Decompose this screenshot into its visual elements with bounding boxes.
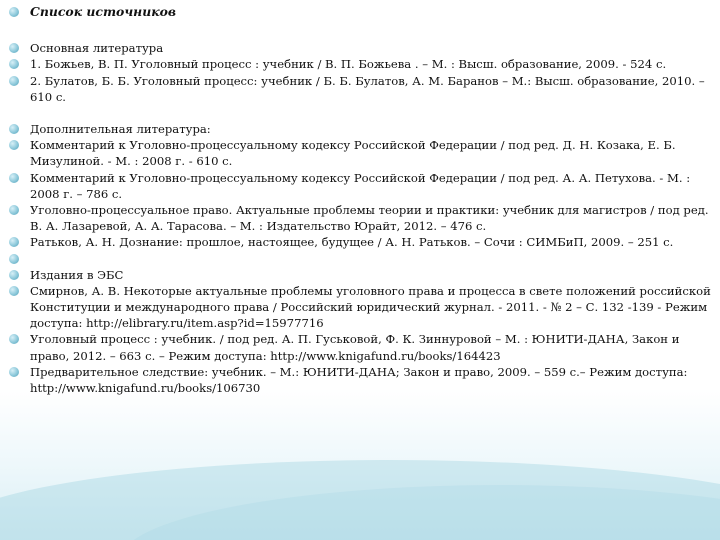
list-item [8,364,712,396]
list-item [8,170,712,202]
bullet-icon [9,237,19,247]
title-text: Список источников [30,4,177,19]
bullet-icon [9,367,19,377]
bullet-icon [9,254,19,264]
bullet-icon [9,286,19,296]
section-header-ebs [8,267,712,283]
sources-list [8,0,712,396]
list-item-text: Смирнов, А. В. Некоторые актуальные проблемы уголовного права и процесса в свете положений российской Конституции и международного права / Российский юридический журнал. - 2011. - № 2 – С. 132 -139 - Режим доступа: http://elibrary.ru/item.asp?id=15977716 [30,283,711,331]
bullet-icon [9,124,19,134]
bullet-icon [9,173,19,183]
list-item [8,202,712,234]
list-item [8,331,712,363]
bullet-icon [9,140,19,150]
list-item-text: Уголовный процесс : учебник. / под ред. А. П. Гуськовой, Ф. К. Зиннуровой – М. : ЮНИТИ-ДАНА, Закон и право, 2012. – 663 с. – Режим доступа: http://www.knigafund.ru/books/164423 [30,332,680,363]
section-header-extra [8,121,712,137]
list-item-text: Комментарий к Уголовно-процессуальному кодексу Российской Федерации / под ред. Д. Н. Козака, Е. Б. Мизулиной. - М. : 2008 г. - 610 с. [30,138,676,169]
list-item [8,137,712,169]
list-item-text: Ратьков, А. Н. Дознание: прошлое, настоящее, будущее / А. Н. Ратьков. – Сочи : СИМБиП, 2009. – 251 с. [30,235,674,250]
list-item-text: Предварительное следствие: учебник. – М.: ЮНИТИ-ДАНА; Закон и право, 2009. – 559 с.– Режим доступа: http://www.knigafund.ru/books/106730 [30,364,688,396]
slide-title [8,4,712,20]
bullet-icon [9,205,19,215]
list-item-text: Уголовно-процессуальное право. Актуальные проблемы теории и практики: учебник для магистров / под ред. В. А. Лазаревой, А. А. Тарасова. – М. : Издательство Юрайт, 2012. – 476 с. [30,203,709,234]
list-item-text: Комментарий к Уголовно-процессуальному кодексу Российской Федерации / под ред. А. А. Петухова. - М. : 2008 г. – 786 с. [30,170,691,201]
ebs-header-text: Издания в ЭБС [30,267,124,282]
list-item [8,73,712,105]
section-header-main [8,40,712,56]
list-item [8,283,712,332]
decorative-wave-background [0,420,720,540]
bullet-icon [9,270,19,280]
bullet-icon [9,76,19,86]
bullet-icon [9,59,19,69]
list-item [8,234,712,250]
list-item-text: 1. Божьев, В. П. Уголовный процесс : учебник / В. П. Божьева . – М. : Высш. образование, 2009. - 524 с. [30,57,667,72]
extra-header-text: Дополнительная литература: [30,122,211,137]
bullet-icon [9,43,19,53]
main-header-text: Основная литература [30,41,164,56]
bullet-icon [9,7,19,17]
list-item [8,56,712,72]
empty-list-item [8,251,712,267]
list-item-text: 2. Булатов, Б. Б. Уголовный процесс: учебник / Б. Б. Булатов, А. М. Баранов – М.: Высш. образование, 2010. – 610 с. [30,73,705,104]
bullet-icon [9,334,19,344]
